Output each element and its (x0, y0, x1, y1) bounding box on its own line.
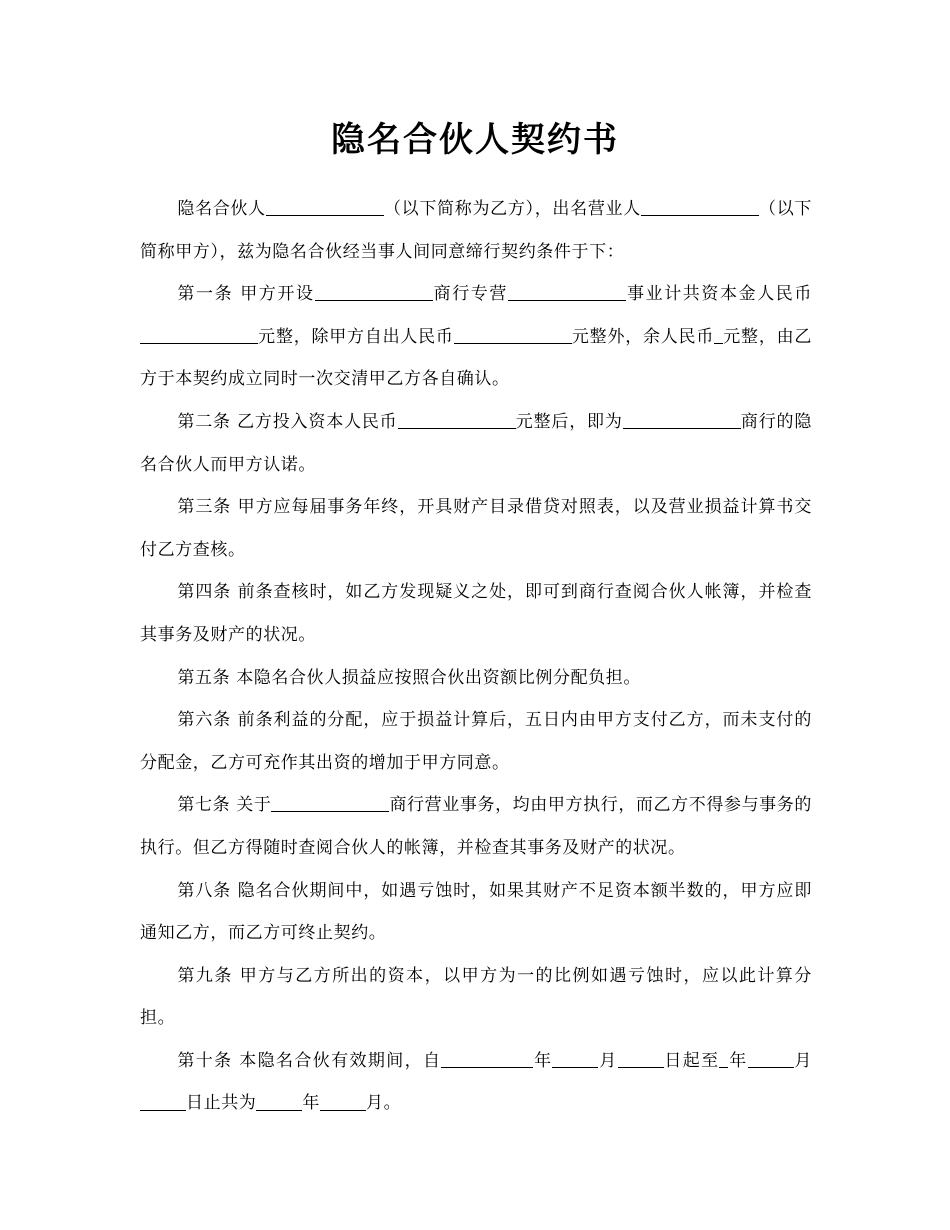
article-6: 第六条 前条利益的分配，应于损益计算后，五日内由甲方支付乙方，而未支付的分配金，乙方可充作其出资的增加于甲方同意。 (140, 710, 812, 773)
fill-blank[interactable] (714, 325, 723, 344)
fill-blank[interactable] (618, 1049, 664, 1068)
fill-blank[interactable] (398, 410, 516, 429)
fill-blank[interactable] (140, 325, 258, 344)
article-4: 第四条 前条查核时，如乙方发现疑义之处，即可到商行查阅合伙人帐簿，并检查其事务及财产的状况。 (140, 582, 812, 645)
article-5: 第五条 本隐名合伙人损益应按照合伙出资额比例分配负担。 (177, 667, 641, 688)
fill-blank[interactable] (320, 1092, 366, 1111)
fill-blank[interactable] (454, 325, 572, 344)
document-body (140, 188, 812, 1125)
fill-blank[interactable] (641, 197, 759, 216)
article-8: 第八条 隐名合伙期间中，如遇亏蚀时，如果其财产不足资本额半数的，甲方应即通知乙方，而乙方可终止契约。 (140, 880, 812, 944)
article-1: 第一条 甲方开设 商行专营 事业计共资本金人民币元整，除甲方自出人民币 元整外，余人民币 元整，由乙方于本契约成立同时一次交清甲乙方各自确认。 (140, 284, 812, 390)
fill-blank[interactable] (623, 410, 741, 429)
article-2: 第二条 乙方投入资本人民币 元整后，即为 商行的隐名合伙人而甲方认诺。 (140, 411, 812, 475)
fill-blank[interactable] (266, 197, 384, 216)
fill-blank[interactable] (508, 282, 626, 301)
fill-blank[interactable] (552, 1049, 598, 1068)
document-title: 隐名合伙人契约书 (331, 120, 619, 160)
article-3: 第三条 甲方应每届事务年终，开具财产目录借贷对照表，以及营业损益计算书交付乙方查核。 (140, 497, 812, 560)
fill-blank[interactable] (748, 1049, 794, 1068)
fill-blank[interactable] (271, 794, 389, 813)
fill-blank[interactable] (441, 1049, 533, 1068)
intro-paragraph: 隐名合伙人 （以下简称为乙方），出名营业人 （以下简称甲方），兹为隐名合伙经当事人间同意缔行契约条件于下： (140, 199, 812, 262)
fill-blank[interactable] (315, 282, 433, 301)
fill-blank[interactable] (140, 1092, 186, 1111)
fill-blank[interactable] (256, 1092, 302, 1111)
article-9: 第九条 甲方与乙方所出的资本，以甲方为一的比例如遇亏蚀时，应以此计算分担。 (140, 965, 812, 1029)
article-10: 第十条 本隐名合伙有效期间，自 年 月 日起至 年 月日止共为 年 月。 (140, 1040, 812, 1125)
article-7: 第七条 关于 商行营业事务，均由甲方执行，而乙方不得参与事务的执行。但乙方得随时查阅合伙人的帐簿，并检查其事务及财产的状况。 (140, 795, 812, 858)
